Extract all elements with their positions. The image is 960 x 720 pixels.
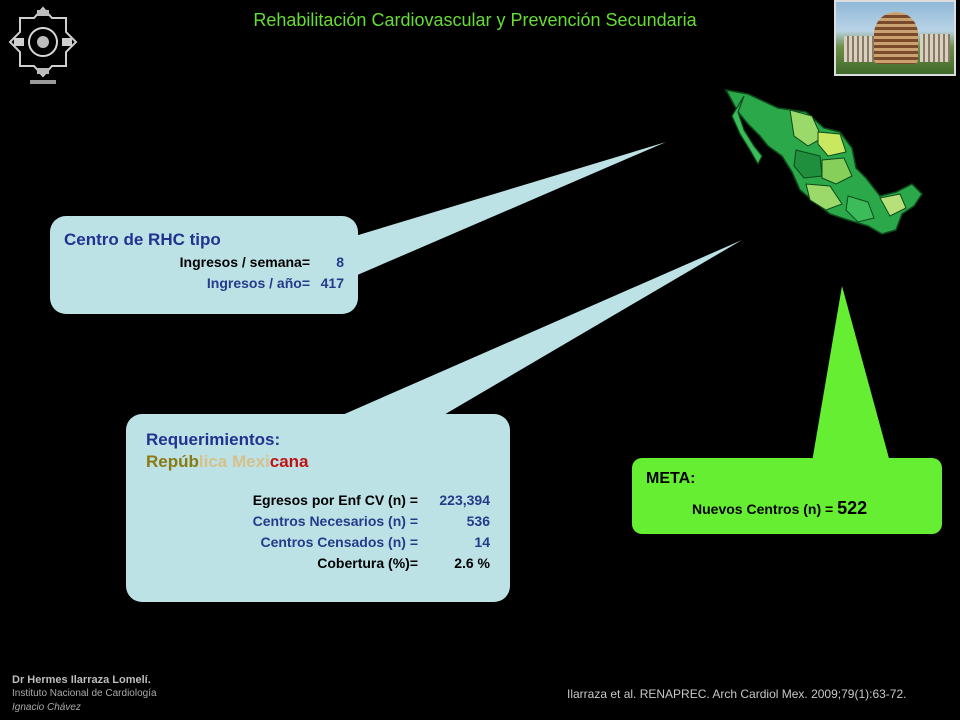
requirements-row [146, 511, 490, 532]
row-value: 2.6 % [454, 555, 490, 571]
author-institution: Instituto Nacional de Cardiología [12, 688, 157, 699]
mexico-map-icon [726, 90, 922, 234]
author-name: Dr Hermes Ilarraza Lomelí. [12, 674, 151, 686]
requirements-callout [126, 414, 510, 602]
center-callout [50, 216, 358, 314]
row-value: 8 [336, 254, 344, 270]
requirements-row [146, 553, 490, 574]
author-block [12, 673, 157, 715]
goal-heading: META: [646, 470, 696, 487]
callout-tail-requirements [340, 240, 742, 416]
row-label: Ingresos / año= [206, 275, 310, 291]
row-value: 14 [474, 534, 490, 550]
row-value: 417 [320, 275, 344, 291]
center-heading: Centro de RHC tipo [64, 230, 221, 249]
citation: Ilarraza et al. RENAPREC. Arch Cardiol Mex. 2009;79(1):63-72. [567, 687, 907, 701]
row-value: 536 [466, 513, 490, 529]
row-label: Centros Necesarios (n) = [252, 513, 418, 529]
callout-tail-goal [812, 286, 890, 462]
row-label: Centros Censados (n) = [260, 534, 418, 550]
goal-line [646, 498, 928, 519]
goal-label: Nuevos Centros (n) = [692, 501, 834, 517]
row-label: Ingresos / semana= [179, 254, 310, 270]
goal-value: 522 [837, 498, 868, 518]
center-row [64, 273, 344, 294]
center-row [64, 252, 344, 273]
slide-title: Rehabilitación Cardiovascular y Prevención Secundaria [253, 10, 697, 30]
requirements-row [146, 490, 490, 511]
requirements-row [146, 532, 490, 553]
requirements-rows [146, 490, 492, 574]
subheading-part: cana [269, 452, 309, 471]
row-label: Cobertura (%)= [317, 555, 418, 571]
center-rows [64, 252, 344, 294]
row-value: 223,394 [439, 492, 490, 508]
subheading-part: Repúb [146, 452, 199, 471]
requirements-heading: Requerimientos: [146, 430, 281, 449]
goal-callout [632, 458, 942, 534]
requirements-subheading [146, 452, 492, 472]
subheading-part: lica Mexi [198, 452, 270, 471]
callout-tail-center [355, 142, 666, 276]
row-label: Egresos por Enf CV (n) = [252, 492, 418, 508]
author-institution-name: Ignacio Chávez [12, 702, 81, 713]
